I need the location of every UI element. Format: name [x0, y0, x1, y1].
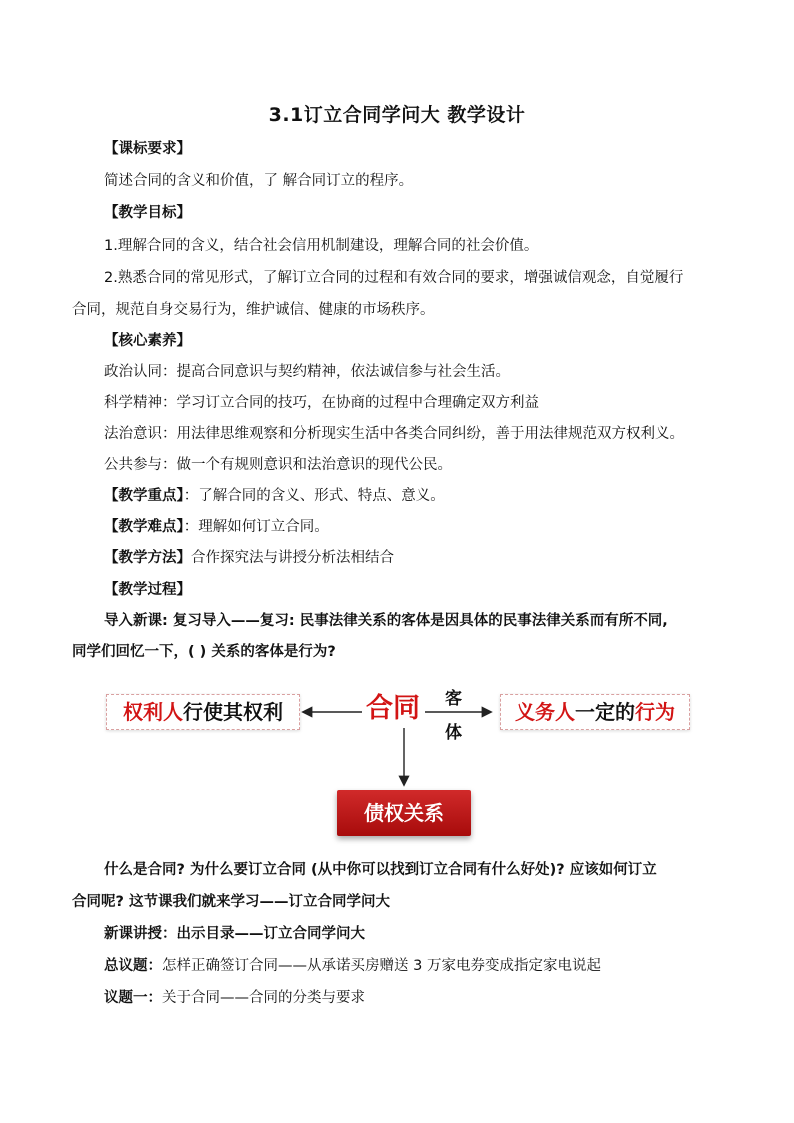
label: 议题一： — [104, 990, 162, 1006]
paragraph: 什么是合同? 为什么要订立合同 (从中你可以找到订立合同有什么好处)? 应该如何订立 — [104, 862, 657, 878]
section-heading-gc: 【教学过程】 — [104, 582, 191, 598]
text: 关于合同——合同的分类与要求 — [162, 990, 365, 1006]
paragraph: 科学精神：学习订立合同的技巧，在协商的过程中合理确定双方利益 — [104, 395, 539, 411]
paragraph-nd — [104, 517, 764, 537]
document-title: 3.1订立合同学问大 教学设计 — [268, 104, 526, 126]
label: 【教学重点】 — [104, 488, 184, 504]
label: 【教学难点】 — [104, 519, 184, 535]
rights-holder-box — [106, 694, 300, 730]
paragraph: 简述合同的含义和价值，了 解合同订立的程序。 — [104, 173, 414, 189]
creditor-relation-box: 债权关系 — [337, 790, 471, 836]
paragraph: 新课讲授：出示目录——订立合同学问大 — [104, 926, 365, 942]
text: ：了解合同的含义、形式、特点、意义。 — [183, 488, 445, 504]
text: 怎样正确签订合同——从承诺买房赠送 3 万家电券变成指定家电说起 — [162, 958, 601, 974]
label-red: 行为 — [635, 700, 675, 724]
paragraph: 合同，规范自身交易行为，维护诚信、健康的市场秩序。 — [72, 302, 435, 318]
paragraph-zd — [104, 486, 764, 506]
label: 【教学方法】 — [104, 550, 191, 566]
text: 合作探究法与讲授分析法相结合 — [191, 550, 394, 566]
paragraph: 公共参与：做一个有规则意识和法治意识的现代公民。 — [104, 457, 452, 473]
section-heading-jxmb: 【教学目标】 — [104, 205, 191, 221]
section-heading-kbyq: 【课标要求】 — [104, 141, 191, 157]
paragraph-yt1 — [104, 988, 764, 1008]
paragraph: 政治认同：提高合同意识与契约精神，依法诚信参与社会生活。 — [104, 364, 510, 380]
label-black: 行使其权利 — [183, 700, 283, 724]
obligor-box — [500, 694, 690, 730]
paragraph-ff — [104, 548, 764, 568]
section-heading-hxsy: 【核心素养】 — [104, 333, 191, 349]
label-black: 一定的 — [575, 700, 635, 724]
paragraph: 导入新课: 复习导入——复习: 民事法律关系的客体是因具体的民事法律关系而有所不同, — [104, 613, 668, 629]
contract-diagram — [100, 680, 700, 840]
paragraph: 1.理解合同的含义，结合社会信用机制建设，理解合同的社会价值。 — [104, 238, 539, 254]
paragraph: 法治意识：用法律思维观察和分析现实生活中各类合同纠纷，善于用法律规范双方权利义。 — [104, 426, 684, 442]
paragraph-zyt — [104, 956, 764, 976]
label-red: 权利人 — [123, 700, 183, 724]
text: ：理解如何订立合同。 — [183, 519, 329, 535]
paragraph: 2.熟悉合同的常见形式，了解订立合同的过程和有效合同的要求，增强诚信观念，自觉履行 — [104, 270, 684, 286]
object-label-bottom: 体 — [445, 723, 462, 743]
contract-center: 合同 — [366, 693, 420, 724]
object-label-top: 客 — [445, 689, 462, 709]
paragraph: 同学们回忆一下，( ) 关系的客体是行为? — [72, 644, 336, 660]
paragraph: 合同呢? 这节课我们就来学习——订立合同学问大 — [72, 894, 390, 910]
label: 总议题： — [104, 958, 162, 974]
label-red: 义务人 — [515, 700, 575, 724]
